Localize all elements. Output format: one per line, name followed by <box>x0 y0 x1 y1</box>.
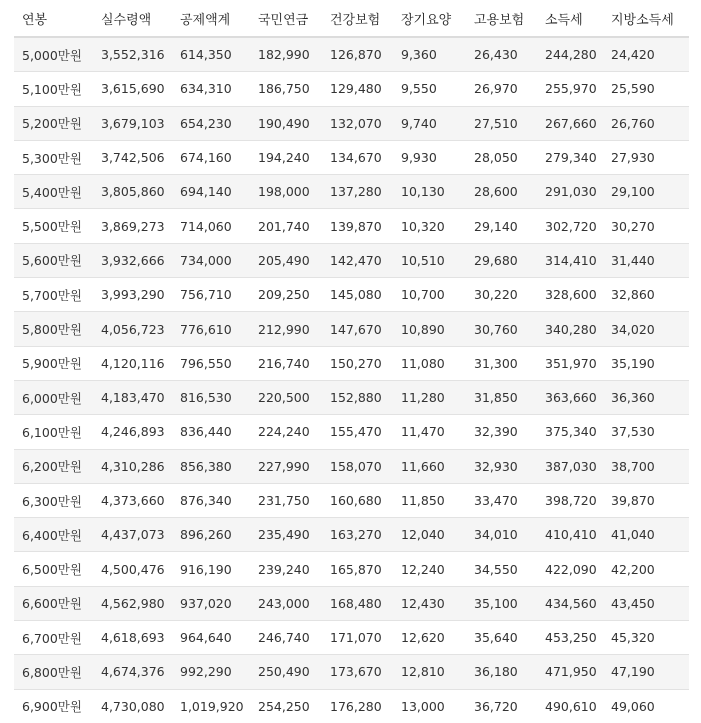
cell-employment-insurance: 32,390 <box>466 415 537 449</box>
cell-income-tax: 279,340 <box>537 140 603 174</box>
cell-local-income-tax: 45,320 <box>603 621 689 655</box>
header-row <box>14 0 689 37</box>
salary-table <box>14 0 689 723</box>
cell-net-pay: 4,056,723 <box>93 312 172 346</box>
column-header-health-insurance: 건강보험 <box>322 0 393 37</box>
column-header-national-pension: 국민연금 <box>250 0 322 37</box>
cell-net-pay: 4,562,980 <box>93 586 172 620</box>
cell-income-tax: 351,970 <box>537 346 603 380</box>
cell-salary: 6,500만원 <box>14 552 93 586</box>
table-row <box>14 346 689 380</box>
cell-salary: 5,300만원 <box>14 140 93 174</box>
cell-health-insurance: 163,270 <box>322 518 393 552</box>
cell-total-deduction: 816,530 <box>172 380 250 414</box>
cell-national-pension: 198,000 <box>250 175 322 209</box>
cell-national-pension: 227,990 <box>250 449 322 483</box>
column-header-employment-insurance: 고용보험 <box>466 0 537 37</box>
cell-salary: 6,900만원 <box>14 689 93 723</box>
cell-income-tax: 291,030 <box>537 175 603 209</box>
cell-net-pay: 4,373,660 <box>93 483 172 517</box>
cell-income-tax: 267,660 <box>537 106 603 140</box>
cell-total-deduction: 674,160 <box>172 140 250 174</box>
cell-employment-insurance: 27,510 <box>466 106 537 140</box>
cell-local-income-tax: 43,450 <box>603 586 689 620</box>
table-row <box>14 380 689 414</box>
cell-salary: 5,200만원 <box>14 106 93 140</box>
table-row <box>14 586 689 620</box>
cell-health-insurance: 142,470 <box>322 243 393 277</box>
cell-health-insurance: 171,070 <box>322 621 393 655</box>
cell-long-term-care: 9,930 <box>393 140 466 174</box>
cell-income-tax: 453,250 <box>537 621 603 655</box>
cell-long-term-care: 13,000 <box>393 689 466 723</box>
table-row <box>14 243 689 277</box>
cell-health-insurance: 139,870 <box>322 209 393 243</box>
cell-long-term-care: 12,430 <box>393 586 466 620</box>
cell-local-income-tax: 37,530 <box>603 415 689 449</box>
cell-long-term-care: 10,510 <box>393 243 466 277</box>
cell-employment-insurance: 28,050 <box>466 140 537 174</box>
column-header-salary: 연봉 <box>14 0 93 37</box>
cell-net-pay: 4,618,693 <box>93 621 172 655</box>
table-row <box>14 106 689 140</box>
cell-total-deduction: 964,640 <box>172 621 250 655</box>
cell-health-insurance: 173,670 <box>322 655 393 689</box>
cell-national-pension: 216,740 <box>250 346 322 380</box>
cell-long-term-care: 11,850 <box>393 483 466 517</box>
cell-employment-insurance: 33,470 <box>466 483 537 517</box>
cell-national-pension: 243,000 <box>250 586 322 620</box>
cell-local-income-tax: 24,420 <box>603 37 689 72</box>
cell-salary: 5,400만원 <box>14 175 93 209</box>
cell-employment-insurance: 35,640 <box>466 621 537 655</box>
cell-income-tax: 410,410 <box>537 518 603 552</box>
cell-national-pension: 231,750 <box>250 483 322 517</box>
cell-income-tax: 398,720 <box>537 483 603 517</box>
cell-health-insurance: 147,670 <box>322 312 393 346</box>
cell-total-deduction: 614,350 <box>172 37 250 72</box>
cell-net-pay: 3,869,273 <box>93 209 172 243</box>
cell-national-pension: 239,240 <box>250 552 322 586</box>
cell-total-deduction: 694,140 <box>172 175 250 209</box>
cell-long-term-care: 11,080 <box>393 346 466 380</box>
cell-net-pay: 3,679,103 <box>93 106 172 140</box>
cell-local-income-tax: 41,040 <box>603 518 689 552</box>
cell-net-pay: 3,742,506 <box>93 140 172 174</box>
cell-national-pension: 224,240 <box>250 415 322 449</box>
cell-employment-insurance: 28,600 <box>466 175 537 209</box>
cell-employment-insurance: 31,300 <box>466 346 537 380</box>
column-header-long-term-care: 장기요양 <box>393 0 466 37</box>
cell-local-income-tax: 31,440 <box>603 243 689 277</box>
cell-local-income-tax: 35,190 <box>603 346 689 380</box>
cell-health-insurance: 152,880 <box>322 380 393 414</box>
cell-health-insurance: 165,870 <box>322 552 393 586</box>
cell-health-insurance: 134,670 <box>322 140 393 174</box>
cell-net-pay: 4,120,116 <box>93 346 172 380</box>
cell-health-insurance: 155,470 <box>322 415 393 449</box>
table-row <box>14 621 689 655</box>
cell-income-tax: 302,720 <box>537 209 603 243</box>
cell-salary: 6,400만원 <box>14 518 93 552</box>
cell-long-term-care: 9,740 <box>393 106 466 140</box>
cell-income-tax: 363,660 <box>537 380 603 414</box>
cell-total-deduction: 796,550 <box>172 346 250 380</box>
table-row <box>14 278 689 312</box>
cell-local-income-tax: 26,760 <box>603 106 689 140</box>
cell-net-pay: 4,674,376 <box>93 655 172 689</box>
cell-net-pay: 3,615,690 <box>93 72 172 106</box>
cell-salary: 6,300만원 <box>14 483 93 517</box>
cell-income-tax: 490,610 <box>537 689 603 723</box>
table-row <box>14 518 689 552</box>
cell-health-insurance: 150,270 <box>322 346 393 380</box>
cell-net-pay: 3,932,666 <box>93 243 172 277</box>
cell-employment-insurance: 35,100 <box>466 586 537 620</box>
cell-total-deduction: 992,290 <box>172 655 250 689</box>
cell-salary: 6,800만원 <box>14 655 93 689</box>
cell-national-pension: 246,740 <box>250 621 322 655</box>
table-body <box>14 37 689 723</box>
cell-national-pension: 182,990 <box>250 37 322 72</box>
cell-local-income-tax: 36,360 <box>603 380 689 414</box>
cell-national-pension: 220,500 <box>250 380 322 414</box>
cell-employment-insurance: 34,010 <box>466 518 537 552</box>
cell-total-deduction: 856,380 <box>172 449 250 483</box>
cell-health-insurance: 132,070 <box>322 106 393 140</box>
cell-total-deduction: 916,190 <box>172 552 250 586</box>
cell-long-term-care: 12,240 <box>393 552 466 586</box>
cell-total-deduction: 876,340 <box>172 483 250 517</box>
cell-employment-insurance: 30,760 <box>466 312 537 346</box>
cell-total-deduction: 1,019,920 <box>172 689 250 723</box>
cell-net-pay: 4,246,893 <box>93 415 172 449</box>
cell-national-pension: 212,990 <box>250 312 322 346</box>
column-header-net-pay: 실수령액 <box>93 0 172 37</box>
cell-health-insurance: 176,280 <box>322 689 393 723</box>
cell-long-term-care: 12,810 <box>393 655 466 689</box>
cell-salary: 5,100만원 <box>14 72 93 106</box>
cell-net-pay: 3,552,316 <box>93 37 172 72</box>
cell-net-pay: 4,437,073 <box>93 518 172 552</box>
table-header <box>14 0 689 37</box>
cell-health-insurance: 137,280 <box>322 175 393 209</box>
cell-national-pension: 190,490 <box>250 106 322 140</box>
cell-health-insurance: 160,680 <box>322 483 393 517</box>
table-row <box>14 72 689 106</box>
cell-national-pension: 250,490 <box>250 655 322 689</box>
table-row <box>14 689 689 723</box>
cell-health-insurance: 168,480 <box>322 586 393 620</box>
cell-national-pension: 254,250 <box>250 689 322 723</box>
cell-national-pension: 235,490 <box>250 518 322 552</box>
cell-net-pay: 4,500,476 <box>93 552 172 586</box>
cell-employment-insurance: 36,180 <box>466 655 537 689</box>
cell-long-term-care: 11,280 <box>393 380 466 414</box>
cell-income-tax: 422,090 <box>537 552 603 586</box>
cell-net-pay: 4,183,470 <box>93 380 172 414</box>
cell-long-term-care: 9,360 <box>393 37 466 72</box>
cell-national-pension: 201,740 <box>250 209 322 243</box>
cell-long-term-care: 10,700 <box>393 278 466 312</box>
cell-salary: 6,700만원 <box>14 621 93 655</box>
cell-local-income-tax: 49,060 <box>603 689 689 723</box>
cell-income-tax: 328,600 <box>537 278 603 312</box>
cell-long-term-care: 10,130 <box>393 175 466 209</box>
column-header-local-income-tax: 지방소득세 <box>603 0 689 37</box>
cell-long-term-care: 12,620 <box>393 621 466 655</box>
cell-local-income-tax: 47,190 <box>603 655 689 689</box>
cell-employment-insurance: 29,140 <box>466 209 537 243</box>
table-row <box>14 175 689 209</box>
table-row <box>14 209 689 243</box>
cell-salary: 5,500만원 <box>14 209 93 243</box>
cell-long-term-care: 12,040 <box>393 518 466 552</box>
cell-long-term-care: 11,660 <box>393 449 466 483</box>
cell-long-term-care: 9,550 <box>393 72 466 106</box>
cell-net-pay: 4,730,080 <box>93 689 172 723</box>
table-row <box>14 415 689 449</box>
cell-employment-insurance: 26,430 <box>466 37 537 72</box>
cell-income-tax: 471,950 <box>537 655 603 689</box>
cell-salary: 6,200만원 <box>14 449 93 483</box>
cell-local-income-tax: 42,200 <box>603 552 689 586</box>
cell-local-income-tax: 38,700 <box>603 449 689 483</box>
cell-local-income-tax: 29,100 <box>603 175 689 209</box>
cell-salary: 5,700만원 <box>14 278 93 312</box>
cell-local-income-tax: 25,590 <box>603 72 689 106</box>
cell-income-tax: 244,280 <box>537 37 603 72</box>
table-row <box>14 552 689 586</box>
column-header-income-tax: 소득세 <box>537 0 603 37</box>
cell-local-income-tax: 34,020 <box>603 312 689 346</box>
table-row <box>14 140 689 174</box>
cell-net-pay: 4,310,286 <box>93 449 172 483</box>
table-row <box>14 449 689 483</box>
cell-income-tax: 434,560 <box>537 586 603 620</box>
cell-total-deduction: 776,610 <box>172 312 250 346</box>
cell-national-pension: 194,240 <box>250 140 322 174</box>
cell-health-insurance: 145,080 <box>322 278 393 312</box>
cell-total-deduction: 756,710 <box>172 278 250 312</box>
table-row <box>14 312 689 346</box>
cell-salary: 5,000만원 <box>14 37 93 72</box>
cell-salary: 5,600만원 <box>14 243 93 277</box>
cell-employment-insurance: 31,850 <box>466 380 537 414</box>
cell-net-pay: 3,805,860 <box>93 175 172 209</box>
cell-income-tax: 314,410 <box>537 243 603 277</box>
cell-national-pension: 186,750 <box>250 72 322 106</box>
cell-total-deduction: 734,000 <box>172 243 250 277</box>
cell-local-income-tax: 27,930 <box>603 140 689 174</box>
cell-total-deduction: 654,230 <box>172 106 250 140</box>
cell-income-tax: 375,340 <box>537 415 603 449</box>
cell-health-insurance: 126,870 <box>322 37 393 72</box>
cell-employment-insurance: 30,220 <box>466 278 537 312</box>
cell-salary: 5,800만원 <box>14 312 93 346</box>
cell-employment-insurance: 36,720 <box>466 689 537 723</box>
cell-employment-insurance: 29,680 <box>466 243 537 277</box>
cell-income-tax: 255,970 <box>537 72 603 106</box>
cell-employment-insurance: 32,930 <box>466 449 537 483</box>
cell-income-tax: 340,280 <box>537 312 603 346</box>
cell-long-term-care: 10,890 <box>393 312 466 346</box>
cell-national-pension: 205,490 <box>250 243 322 277</box>
cell-net-pay: 3,993,290 <box>93 278 172 312</box>
cell-salary: 6,600만원 <box>14 586 93 620</box>
cell-health-insurance: 129,480 <box>322 72 393 106</box>
cell-income-tax: 387,030 <box>537 449 603 483</box>
cell-long-term-care: 11,470 <box>393 415 466 449</box>
cell-salary: 5,900만원 <box>14 346 93 380</box>
cell-employment-insurance: 34,550 <box>466 552 537 586</box>
cell-employment-insurance: 26,970 <box>466 72 537 106</box>
cell-salary: 6,000만원 <box>14 380 93 414</box>
cell-local-income-tax: 30,270 <box>603 209 689 243</box>
table-row <box>14 37 689 72</box>
cell-local-income-tax: 39,870 <box>603 483 689 517</box>
cell-local-income-tax: 32,860 <box>603 278 689 312</box>
table-row <box>14 483 689 517</box>
table-row <box>14 655 689 689</box>
cell-total-deduction: 937,020 <box>172 586 250 620</box>
cell-salary: 6,100만원 <box>14 415 93 449</box>
cell-health-insurance: 158,070 <box>322 449 393 483</box>
cell-total-deduction: 634,310 <box>172 72 250 106</box>
cell-long-term-care: 10,320 <box>393 209 466 243</box>
cell-national-pension: 209,250 <box>250 278 322 312</box>
cell-total-deduction: 896,260 <box>172 518 250 552</box>
cell-total-deduction: 836,440 <box>172 415 250 449</box>
cell-total-deduction: 714,060 <box>172 209 250 243</box>
column-header-total-deduction: 공제액계 <box>172 0 250 37</box>
